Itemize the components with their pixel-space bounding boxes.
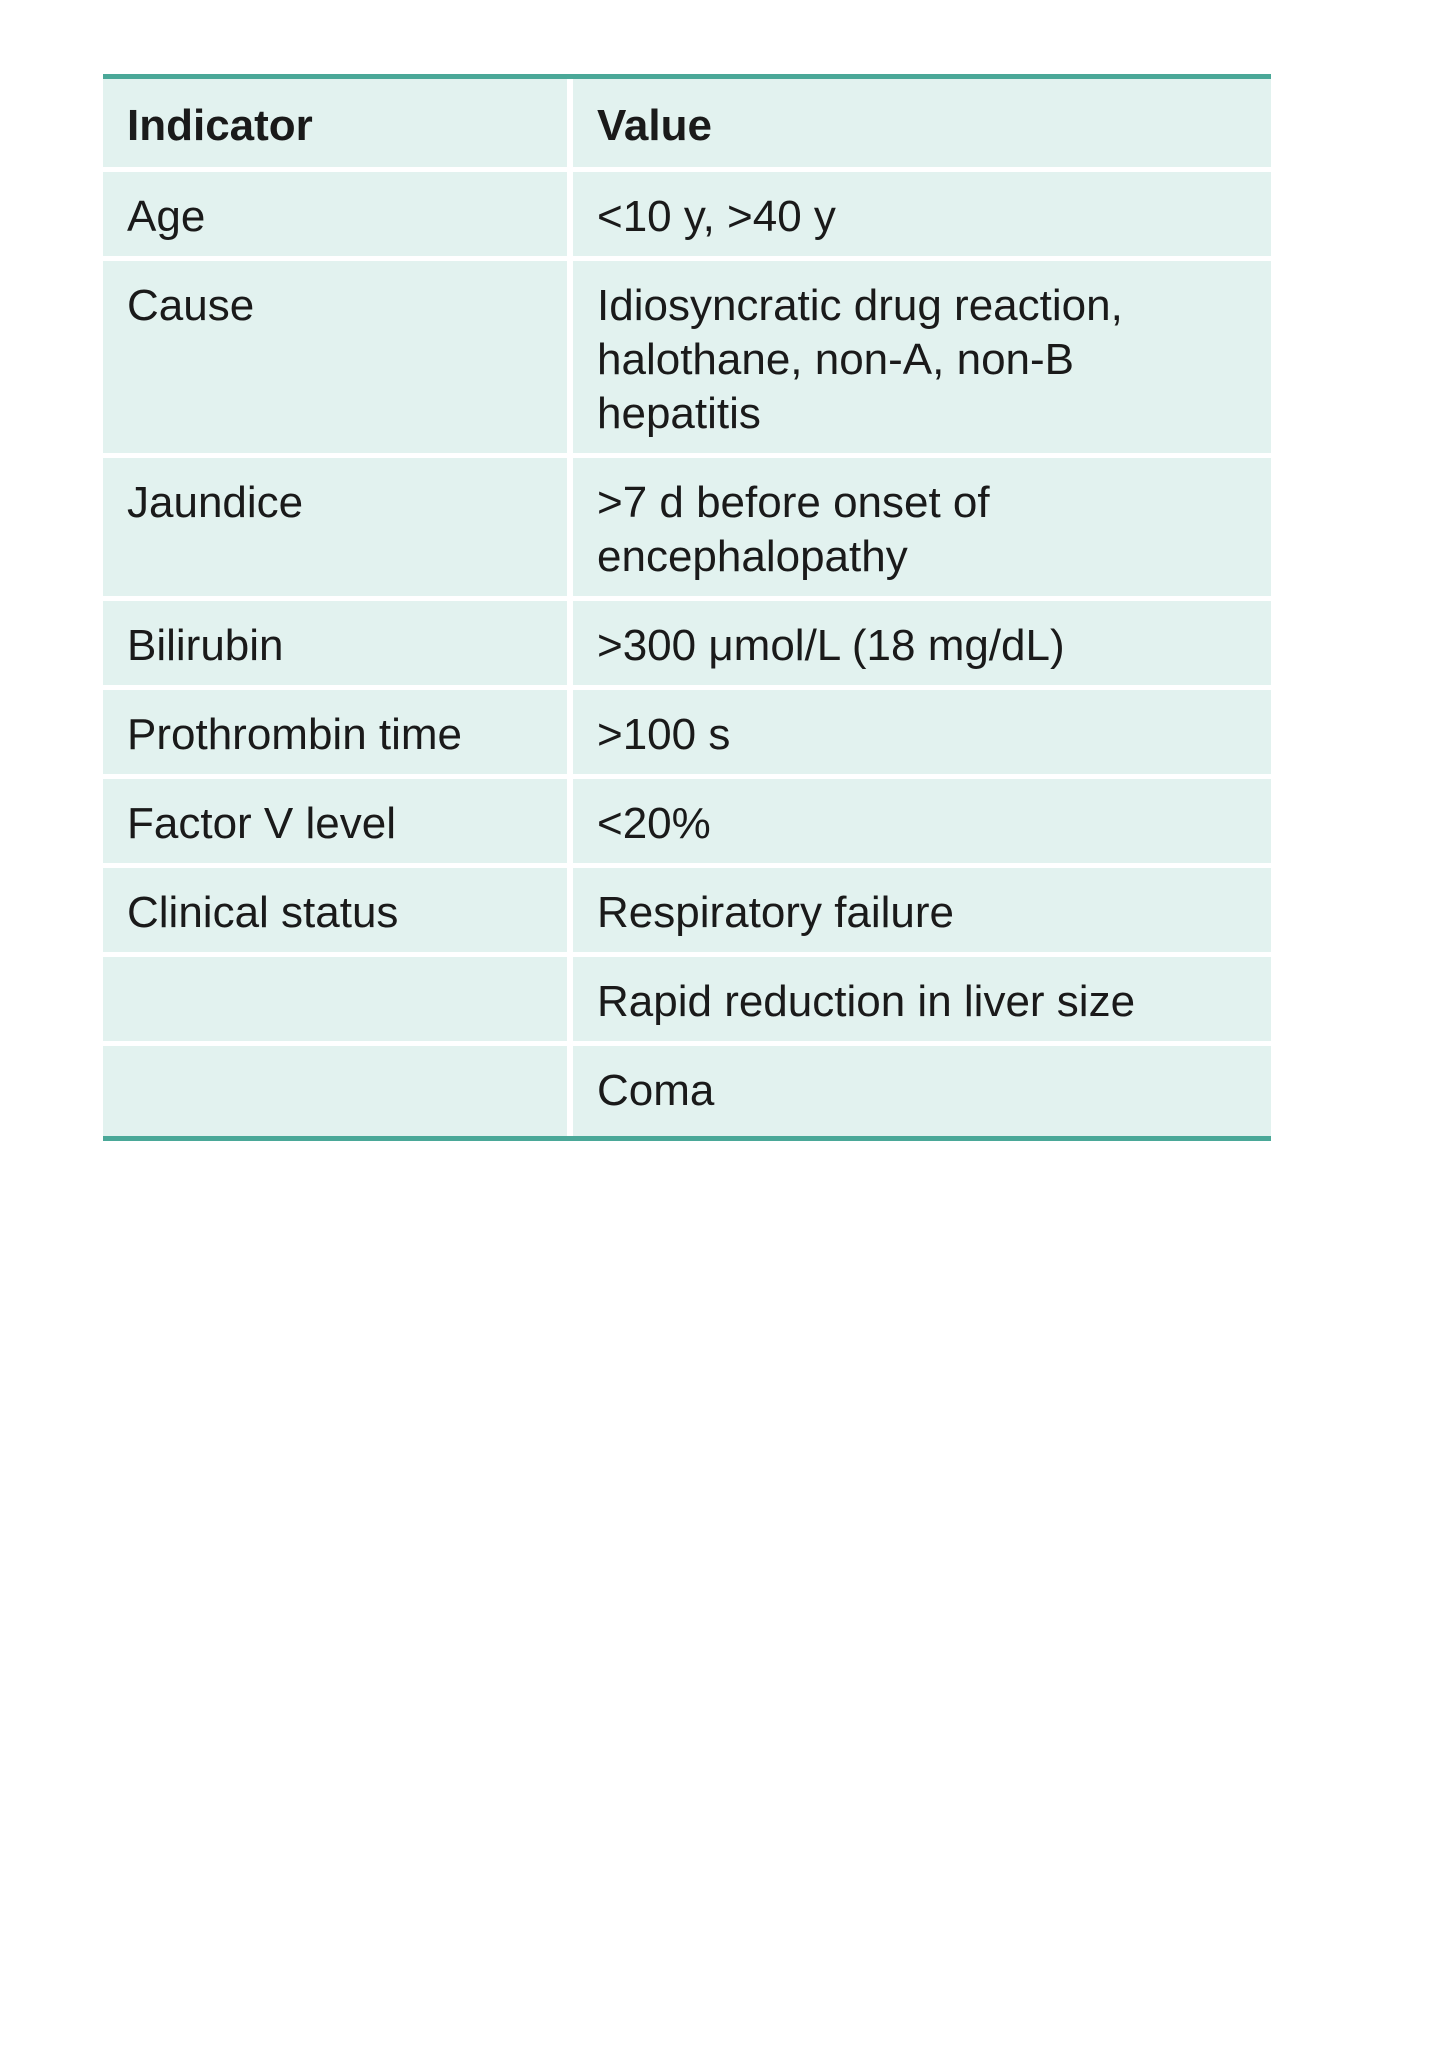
cell-value: >100 s [573, 690, 1271, 779]
cell-indicator: Bilirubin [103, 601, 573, 690]
table-row [103, 957, 1271, 1046]
cell-value: >7 d before onset of encephalopathy [573, 458, 1271, 601]
header-indicator: Indicator [103, 79, 573, 172]
cell-indicator: Cause [103, 261, 573, 458]
indicator-table [103, 74, 1271, 1141]
cell-indicator: Prothrombin time [103, 690, 573, 779]
cell-indicator: Clinical status [103, 868, 573, 957]
cell-value: >300 μmol/L (18 mg/dL) [573, 601, 1271, 690]
table [103, 79, 1271, 1136]
cell-value: Rapid reduction in liver size [573, 957, 1271, 1046]
table-row [103, 868, 1271, 957]
table-row [103, 458, 1271, 601]
cell-indicator: Age [103, 172, 573, 261]
cell-value: Idiosyncratic drug reaction, halothane, non-A, non-B hepatitis [573, 261, 1271, 458]
table-row [103, 1046, 1271, 1136]
cell-indicator: Factor V level [103, 779, 573, 868]
table-row [103, 601, 1271, 690]
cell-value: Coma [573, 1046, 1271, 1136]
header-value: Value [573, 79, 1271, 172]
cell-value: Respiratory failure [573, 868, 1271, 957]
table-row [103, 261, 1271, 458]
cell-value: <10 y, >40 y [573, 172, 1271, 261]
cell-value: <20% [573, 779, 1271, 868]
cell-indicator [103, 1046, 573, 1136]
table-row [103, 779, 1271, 868]
table-row [103, 690, 1271, 779]
header-row [103, 79, 1271, 172]
cell-indicator: Jaundice [103, 458, 573, 601]
table-row [103, 172, 1271, 261]
cell-indicator [103, 957, 573, 1046]
